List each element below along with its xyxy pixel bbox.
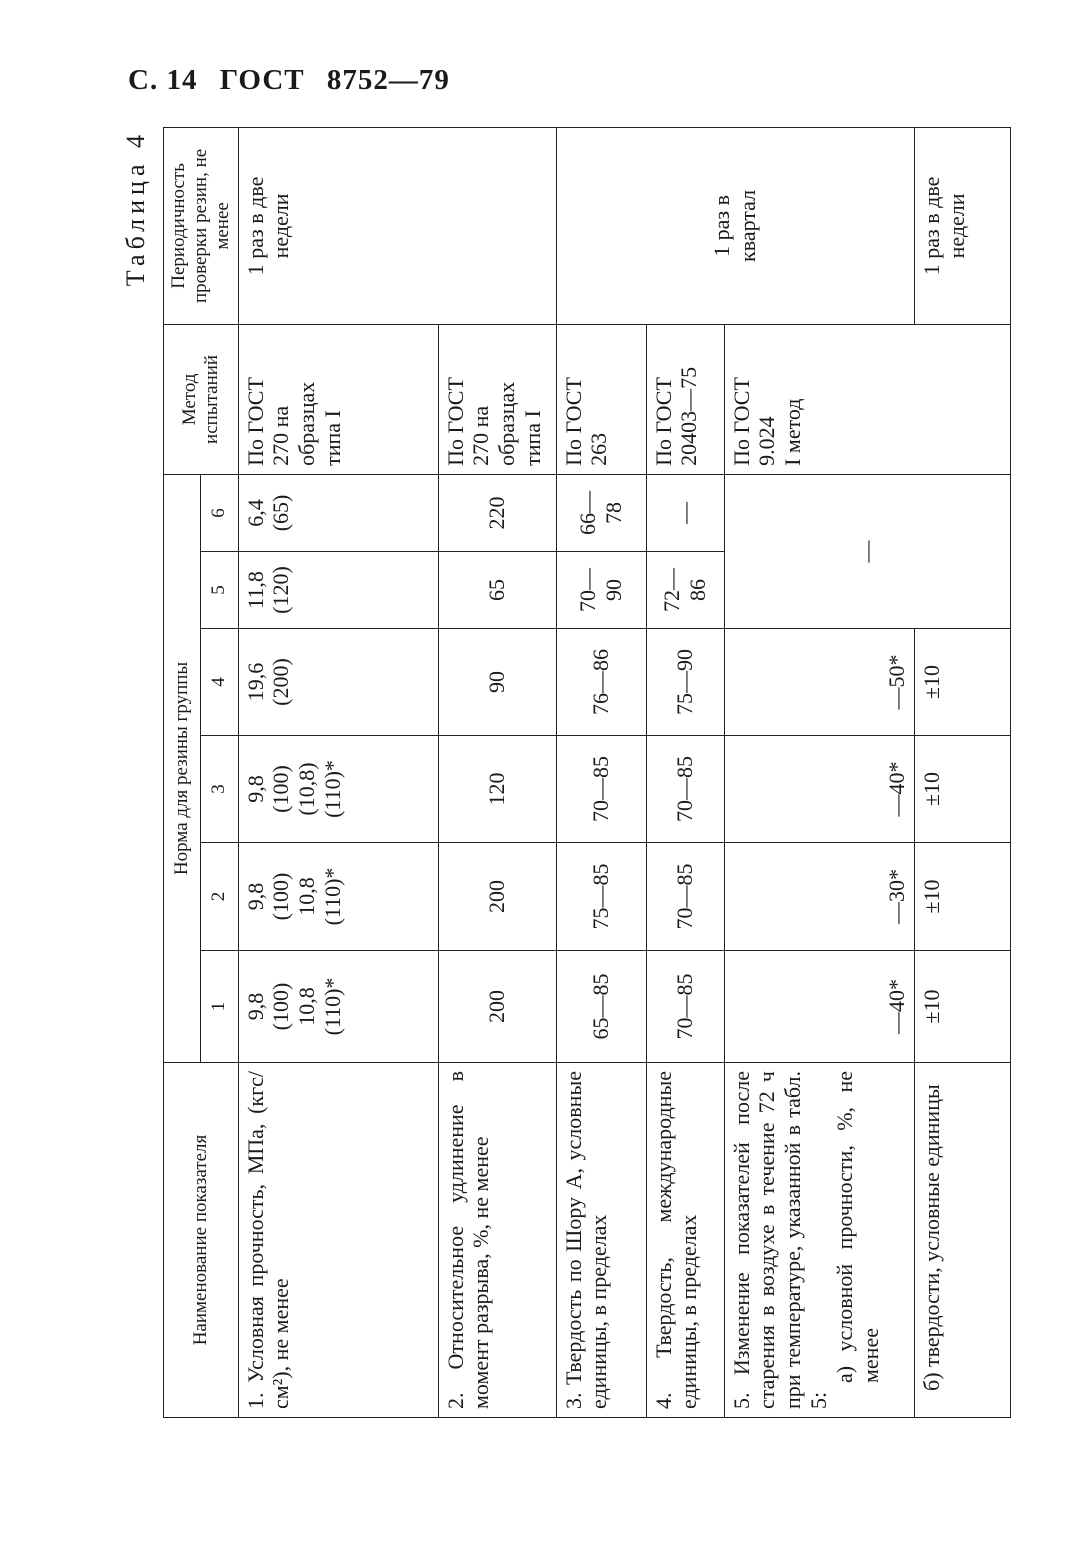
row-1-group-4: 19,6 (200) — [238, 629, 438, 736]
row-5-title: 5. Изменение показателей после старения в воздухе в течение 72 ч при температуре, указанной в табл. 5: — [728, 1071, 832, 1409]
row-1-group-6: 6,4 (65) — [238, 474, 438, 551]
row-2-group-1: 200 — [438, 951, 556, 1063]
row-3-group-5: 70—90 — [556, 552, 646, 629]
row-4-group-4: 75—90 — [646, 629, 724, 736]
row-3-name: 3. Твердость по Шору А, условные единицы, в пределах — [556, 1063, 646, 1418]
row-5a-group-3: —40* — [724, 736, 914, 843]
standard-number: 8752—79 — [326, 64, 450, 96]
row-2-group-3: 120 — [438, 736, 556, 843]
row-5a-name — [724, 1063, 914, 1418]
row-2-method: По ГОСТ 270 на образцах типа I — [438, 324, 556, 474]
row-5-method: По ГОСТ 9.024 I метод — [724, 324, 1010, 474]
rotated-table-block — [121, 128, 1005, 1418]
row-5a-group-4: —50* — [724, 629, 914, 736]
row-1-group-1: 9,8 (100) 10,8 (110)* — [238, 951, 438, 1063]
row-2-group-6: 220 — [438, 474, 556, 551]
row-3-group-4: 76—86 — [556, 629, 646, 736]
group-5-header: 5 — [201, 552, 238, 629]
row-1-group-3: 9,8 (100) (10,8) (110)* — [238, 736, 438, 843]
row-3-method: По ГОСТ 263 — [556, 324, 646, 474]
row-1-name: 1. Условная прочность, МПа, (кгс/см²), не менее — [238, 1063, 438, 1418]
row-3-group-6: 66—78 — [556, 474, 646, 551]
row-5a-subtitle: а) условной прочности, %, не менее — [832, 1071, 884, 1383]
column-header-period: Периодичность проверки резин, не менее — [164, 127, 239, 324]
row-4-name: 4. Твердость, международные единицы, в пределах — [646, 1063, 724, 1418]
row-4-group-3: 70—85 — [646, 736, 724, 843]
row-2-group-4: 90 — [438, 629, 556, 736]
row-4-method: По ГОСТ 20403—75 — [646, 324, 724, 474]
row-5b-period: 1 раз в две недели — [914, 127, 1010, 324]
column-header-method: Метод испытаний — [164, 324, 239, 474]
row-4-group-6: — — [646, 474, 724, 551]
row-2-group-2: 200 — [438, 843, 556, 951]
row-4-group-1: 70—85 — [646, 951, 724, 1063]
row-5a-group-1: —40* — [724, 951, 914, 1063]
row-3-group-2: 75—85 — [556, 843, 646, 951]
row-2-name: 2. Относительное удлинение в момент разрыва, %, не менее — [438, 1063, 556, 1418]
group-6-header: 6 — [201, 474, 238, 551]
row-4-group-5: 72—86 — [646, 552, 724, 629]
group-3-header: 3 — [201, 736, 238, 843]
row-1-method: По ГОСТ 270 на образцах типа I — [238, 324, 438, 474]
row-2-group-5: 65 — [438, 552, 556, 629]
row-3-period: 1 раз в квартал — [556, 127, 914, 324]
row-5b-group-3: ±10 — [914, 736, 1010, 843]
group-1-header: 1 — [201, 951, 238, 1063]
column-header-group: Норма для резины группы — [164, 474, 201, 1062]
row-1-period: 1 раз в две недели — [238, 127, 556, 324]
row-3-group-1: 65—85 — [556, 951, 646, 1063]
table-row-5b — [914, 127, 1010, 1417]
row-3-group-3: 70—85 — [556, 736, 646, 843]
page-header — [128, 64, 464, 97]
table-row-3 — [556, 127, 646, 1417]
row-1-group-2: 9,8 (100) 10,8 (110)* — [238, 843, 438, 951]
row-5a-group-2: —30* — [724, 843, 914, 951]
rubber-norms-table — [163, 127, 1011, 1418]
row-5b-group-1: ±10 — [914, 951, 1010, 1063]
page-number: С. 14 — [128, 64, 198, 96]
row-5b-name: б) твердости, условные единицы — [914, 1063, 1010, 1418]
table-caption: Таблица 4 — [121, 130, 150, 287]
column-header-name: Наименование показателя — [164, 1063, 239, 1418]
header-row-1 — [164, 127, 201, 1417]
table-row-1 — [238, 127, 438, 1417]
standard-label: ГОСТ — [219, 64, 305, 96]
row-4-group-2: 70—85 — [646, 843, 724, 951]
group-4-header: 4 — [201, 629, 238, 736]
row-1-group-5: 11,8 (120) — [238, 552, 438, 629]
row-5-groups-5-6: — — [724, 474, 1010, 628]
row-5b-group-2: ±10 — [914, 843, 1010, 951]
group-2-header: 2 — [201, 843, 238, 951]
row-5b-group-4: ±10 — [914, 629, 1010, 736]
